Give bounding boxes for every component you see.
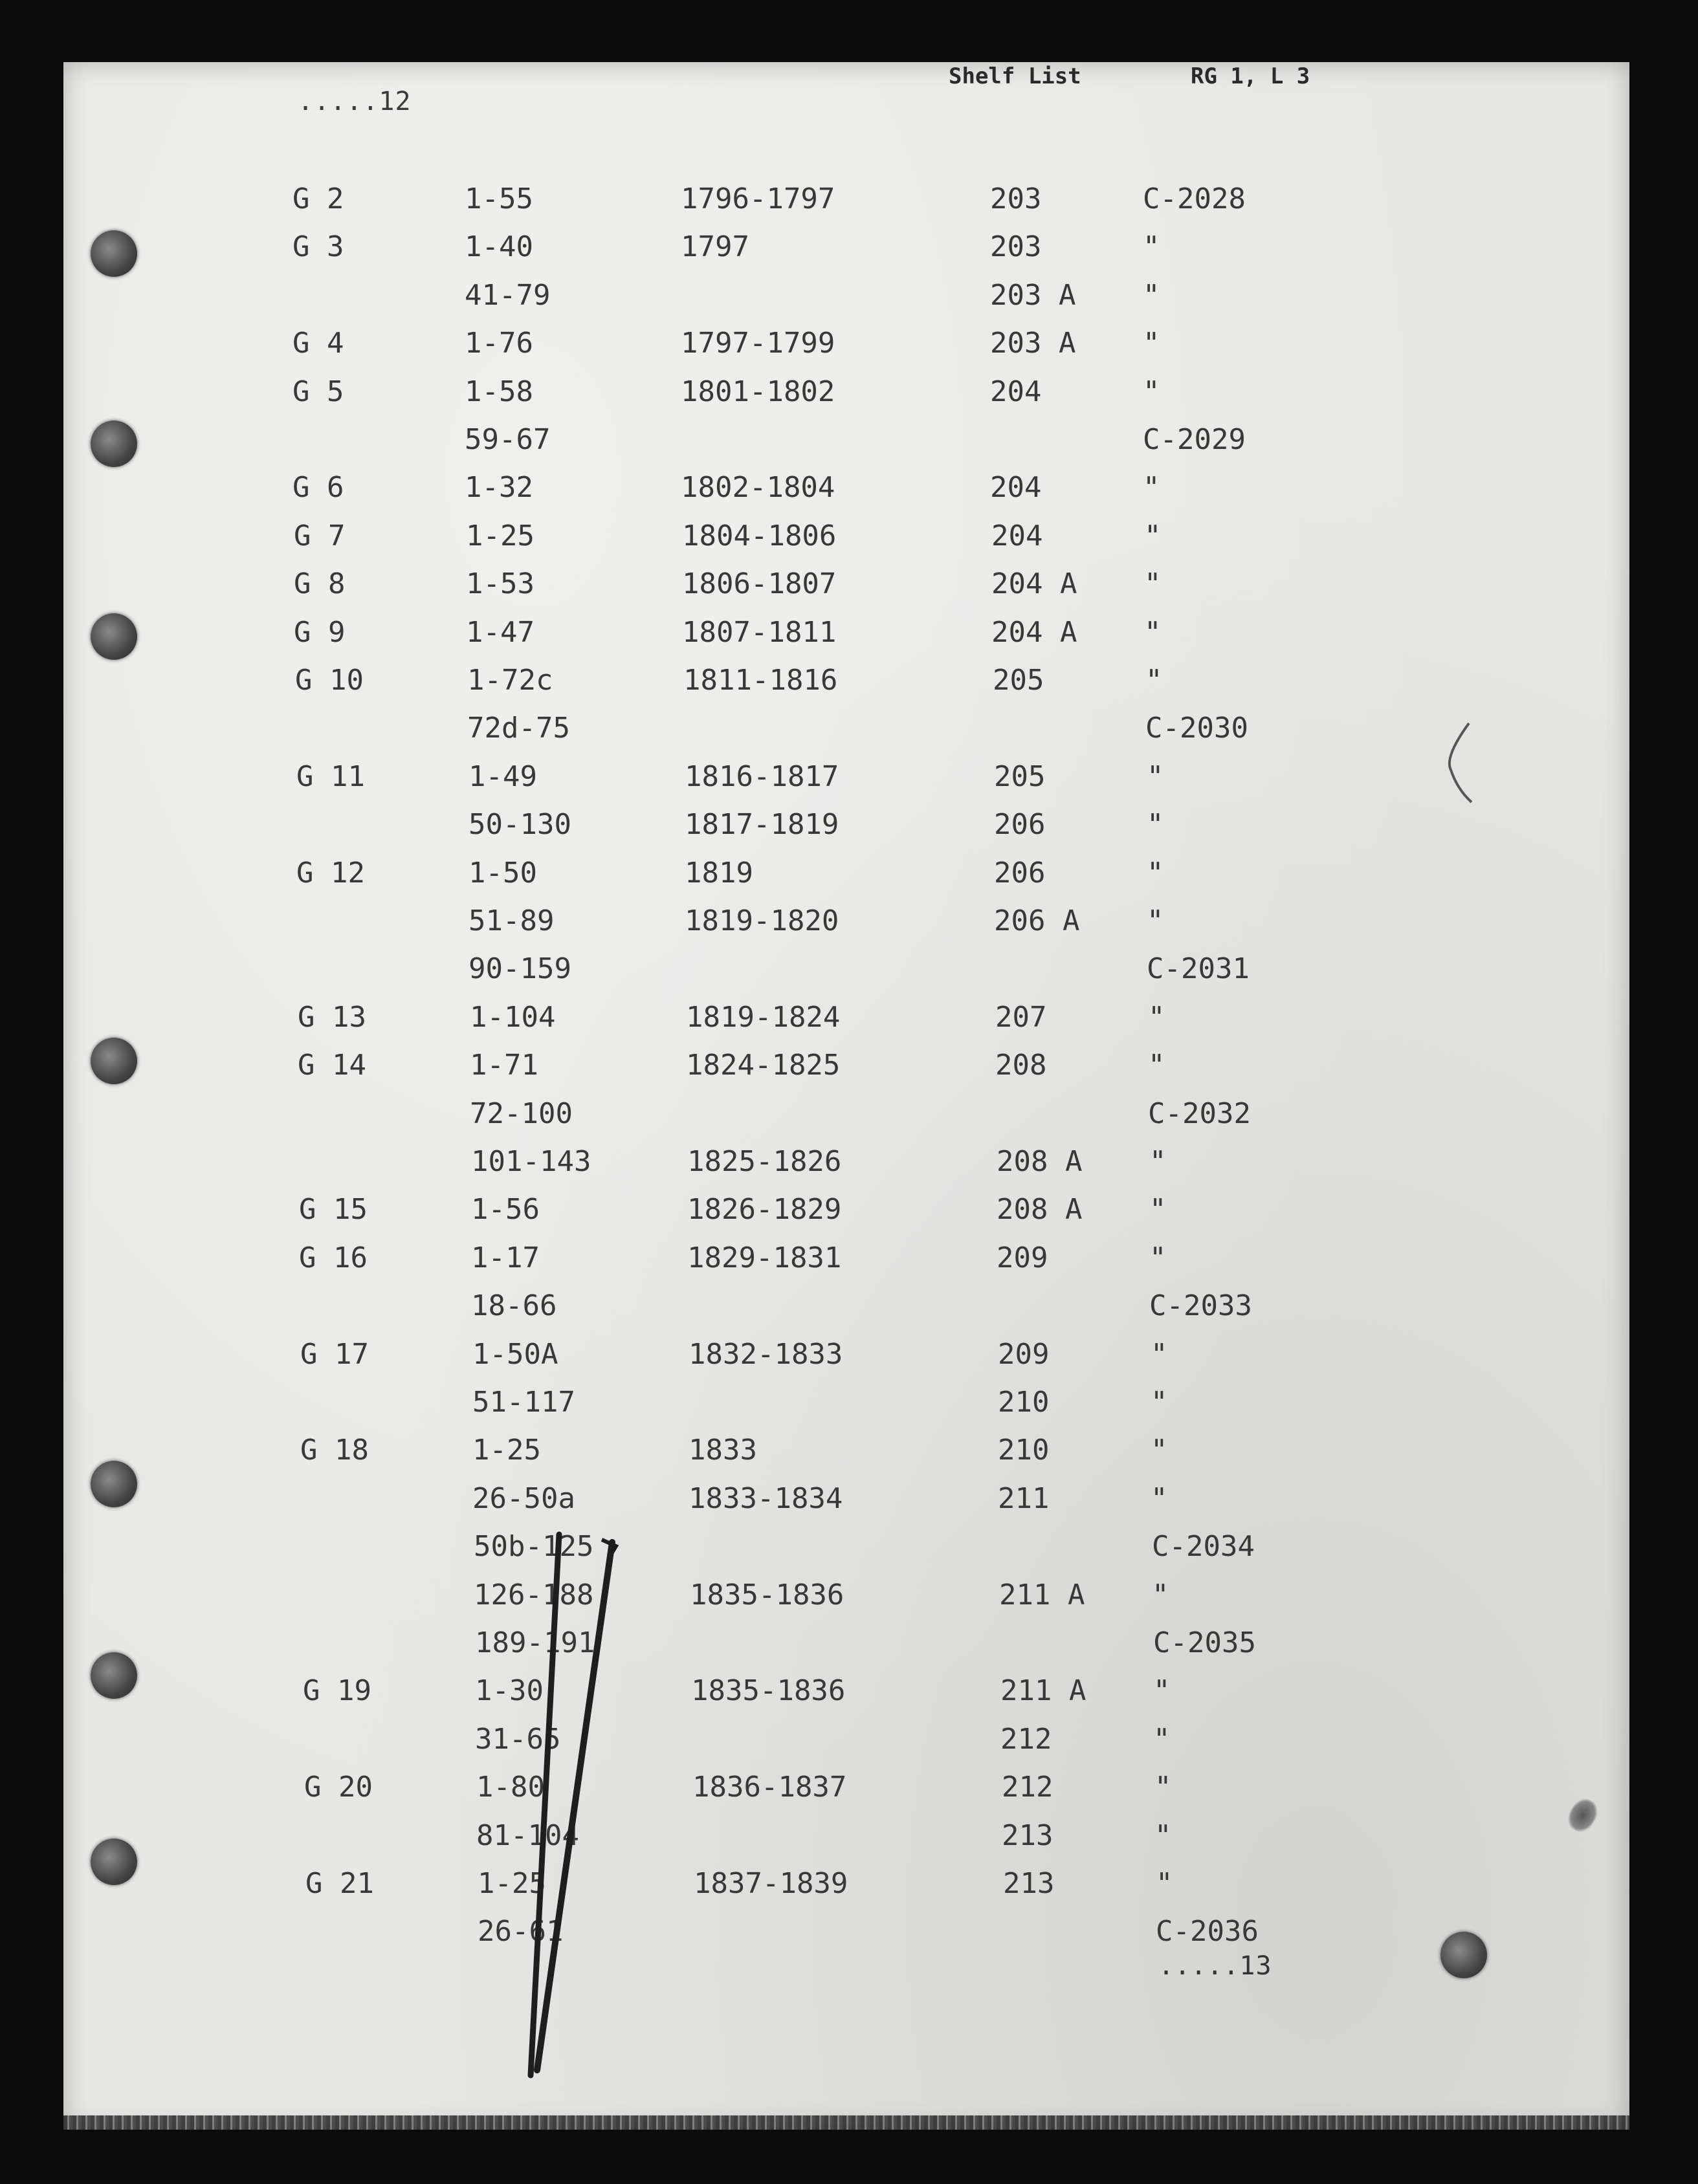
dates-cell: 1835-1836 [691,1674,846,1708]
items-cell: 51-117 [472,1386,575,1419]
group-cell: G 14 [298,1049,366,1082]
items-cell: 50-130 [469,808,571,842]
box-cell: 204 A [991,615,1077,649]
items-cell: 41-79 [465,278,551,312]
dates-cell: 1806-1807 [682,567,837,601]
items-cell: 1-72c [467,664,553,697]
items-cell: 1-32 [465,471,533,505]
box-cell: 206 [994,856,1046,890]
items-cell: 1-50 [469,856,537,890]
group-cell: G 15 [299,1193,368,1227]
items-cell: 1-80 [476,1771,545,1804]
box-cell: 211 A [1000,1674,1086,1708]
box-cell: 205 [994,759,1046,793]
box-cell: 212 [1000,1722,1052,1756]
items-cell: 31-65 [475,1722,561,1756]
dates-cell: 1832-1833 [689,1337,843,1371]
continued-to-page: .....13 [1158,1951,1272,1981]
reel-cell: C-2028 [1143,182,1246,215]
reel-cell: " [1143,375,1160,408]
group-cell: G 13 [298,1000,366,1034]
reel-cell: C-2036 [1156,1915,1259,1949]
dates-cell: 1816-1817 [685,759,839,793]
reel-cell: " [1147,759,1164,793]
reel-cell: " [1154,1771,1172,1804]
items-cell: 101-143 [471,1145,591,1178]
dates-cell: 1833 [689,1434,757,1467]
box-cell: 210 [998,1386,1050,1419]
group-cell: G 2 [292,182,344,215]
items-cell: 1-25 [478,1867,546,1900]
reel-cell: C-2029 [1143,423,1246,456]
box-cell: 212 [1002,1771,1053,1804]
items-cell: 1-25 [466,519,535,552]
reel-cell: " [1143,471,1160,505]
reel-cell: " [1147,856,1164,890]
reel-cell: " [1153,1674,1171,1708]
box-cell: 203 A [990,327,1076,360]
items-cell: 1-49 [469,759,537,793]
reel-cell: " [1154,1818,1172,1852]
dates-cell: 1796-1797 [681,182,835,215]
box-cell: 206 [994,808,1046,842]
reel-cell: " [1145,664,1163,697]
dates-cell: 1819 [685,856,753,890]
reel-cell: " [1148,1049,1165,1082]
box-cell: 208 A [997,1193,1083,1227]
reel-cell: " [1148,1000,1165,1034]
group-cell: G 17 [300,1337,369,1371]
dates-cell: 1817-1819 [685,808,839,842]
items-cell: 1-58 [465,375,533,408]
items-cell: 1-50A [472,1337,558,1371]
box-cell: 211 A [999,1578,1085,1611]
group-cell: G 6 [292,471,344,505]
margin-bracket-mark [1438,718,1477,809]
group-cell: G 18 [300,1434,369,1467]
box-cell: 208 A [997,1145,1083,1178]
header-title: Shelf List [949,63,1081,89]
dates-cell: 1819-1820 [685,904,839,937]
items-cell: 126-188 [474,1578,594,1611]
reel-cell: " [1143,230,1160,264]
reel-cell: " [1144,615,1162,649]
dates-cell: 1819-1824 [686,1000,841,1034]
items-cell: 189-191 [475,1626,595,1659]
reel-cell: " [1151,1434,1168,1467]
items-cell: 50b-125 [474,1530,594,1564]
group-cell: G 11 [296,759,365,793]
items-cell: 81-104 [476,1818,579,1852]
reel-cell: " [1143,327,1160,360]
reel-cell: C-2034 [1152,1530,1255,1564]
dates-cell: 1804-1806 [682,519,837,552]
box-cell: 213 [1003,1867,1055,1900]
box-cell: 210 [998,1434,1050,1467]
items-cell: 1-47 [466,615,535,649]
dates-cell: 1807-1811 [682,615,837,649]
items-cell: 72-100 [470,1097,573,1130]
items-cell: 1-104 [470,1000,556,1034]
group-cell: G 19 [303,1674,371,1708]
reel-cell: " [1149,1193,1167,1227]
group-cell: G 8 [294,567,346,601]
group-cell: G 21 [305,1867,374,1900]
reel-cell: " [1147,808,1164,842]
box-cell: 204 [990,375,1042,408]
dates-cell: 1801-1802 [681,375,835,408]
box-cell: 205 [993,664,1044,697]
group-cell: G 9 [294,615,346,649]
reel-cell: C-2033 [1149,1289,1252,1323]
reel-cell: " [1149,1145,1167,1178]
box-cell: 207 [995,1000,1047,1034]
group-cell: G 4 [292,327,344,360]
scan-edge [63,2115,1629,2130]
continued-from-page: .....12 [298,87,412,116]
items-cell: 26-50a [472,1481,575,1515]
box-cell: 203 [990,230,1042,264]
reel-cell: " [1144,519,1162,552]
reel-cell: " [1151,1481,1168,1515]
dates-cell: 1811-1816 [683,664,838,697]
items-cell: 1-76 [465,327,533,360]
reel-cell: " [1151,1337,1168,1371]
dates-cell: 1824-1825 [686,1049,841,1082]
box-cell: 204 [991,519,1043,552]
reel-cell: " [1151,1386,1168,1419]
group-cell: G 20 [304,1771,373,1804]
items-cell: 1-30 [475,1674,544,1708]
items-cell: 1-17 [471,1241,540,1274]
dates-cell: 1837-1839 [694,1867,848,1900]
reel-cell: " [1152,1578,1169,1611]
box-cell: 203 A [990,278,1076,312]
reel-cell: " [1156,1867,1173,1900]
reel-cell: " [1147,904,1164,937]
group-cell: G 16 [299,1241,368,1274]
reel-cell: C-2035 [1153,1626,1256,1659]
box-cell: 203 [990,182,1042,215]
reel-cell: C-2031 [1147,952,1250,986]
group-cell: G 3 [292,230,344,264]
items-cell: 72d-75 [467,712,570,745]
box-cell: 206 A [994,904,1080,937]
items-cell: 1-25 [472,1434,541,1467]
dates-cell: 1829-1831 [687,1241,842,1274]
box-cell: 208 [995,1049,1047,1082]
dates-cell: 1825-1826 [687,1145,842,1178]
items-cell: 59-67 [465,423,551,456]
group-cell: G 12 [296,856,365,890]
items-cell: 51-89 [469,904,555,937]
box-cell: 204 A [991,567,1077,601]
box-cell: 209 [998,1337,1050,1371]
items-cell: 1-55 [465,182,533,215]
reel-cell: " [1153,1722,1171,1756]
box-cell: 209 [997,1241,1048,1274]
dates-cell: 1835-1836 [690,1578,844,1611]
header-record-group: RG 1, L 3 [1191,63,1310,89]
items-cell: 1-71 [470,1049,538,1082]
dates-cell: 1797-1799 [681,327,835,360]
dates-cell: 1826-1829 [687,1193,842,1227]
reel-cell: " [1149,1241,1167,1274]
group-cell: G 7 [294,519,346,552]
items-cell: 1-53 [466,567,535,601]
dates-cell: 1836-1837 [692,1771,847,1804]
box-cell: 211 [998,1481,1050,1515]
box-cell: 204 [990,471,1042,505]
reel-cell: " [1144,567,1162,601]
reel-cell: " [1143,278,1160,312]
group-cell: G 10 [295,664,364,697]
dates-cell: 1797 [681,230,749,264]
items-cell: 90-159 [469,952,571,986]
items-cell: 26-61 [478,1915,564,1949]
items-cell: 18-66 [471,1289,557,1323]
dates-cell: 1802-1804 [681,471,835,505]
items-cell: 1-40 [465,230,533,264]
dates-cell: 1833-1834 [689,1481,843,1515]
items-cell: 1-56 [471,1193,540,1227]
reel-cell: C-2030 [1145,712,1248,745]
reel-cell: C-2032 [1148,1097,1251,1130]
group-cell: G 5 [292,375,344,408]
box-cell: 213 [1002,1818,1053,1852]
